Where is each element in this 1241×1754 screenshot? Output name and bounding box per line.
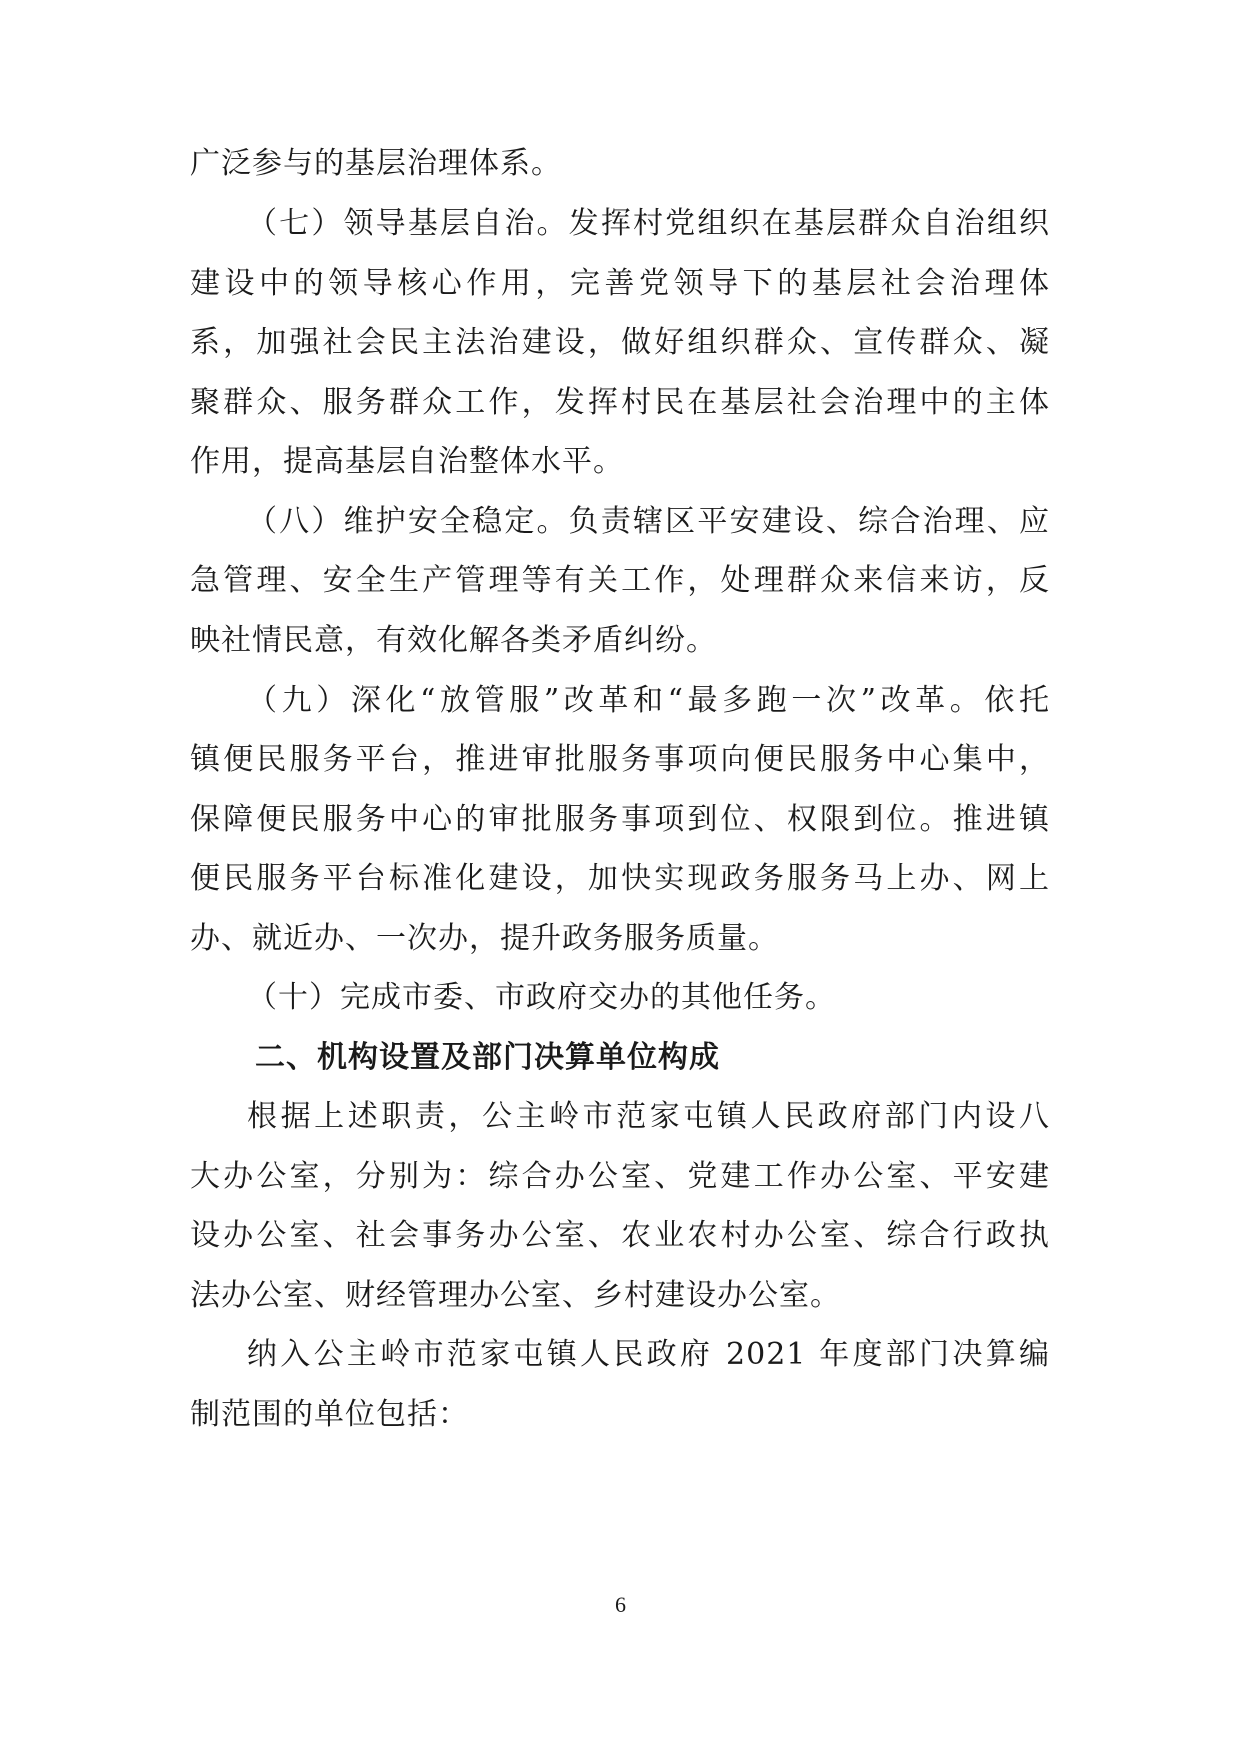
text-line: （十）完成市委、市政府交办的其他任务。	[247, 980, 836, 1015]
page-number: 6	[615, 1592, 626, 1617]
text-line: 系，加强社会民主法治建设，做好组织群众、宣传群众、凝	[190, 325, 1050, 360]
text-line: 建设中的领导核心作用，完善党领导下的基层社会治理体	[190, 266, 1050, 301]
text-line: （九）深化“放管服”改革和“最多跑一次”改革。依托	[247, 683, 1050, 718]
text-line: 映社情民意，有效化解各类矛盾纠纷。	[190, 623, 717, 658]
text-line: 法办公室、财经管理办公室、乡村建设办公室。	[190, 1278, 841, 1313]
text-line: 便民服务平台标准化建设，加快实现政务服务马上办、网上	[190, 861, 1050, 896]
text-line: 聚群众、服务群众工作，发挥村民在基层社会治理中的主体	[190, 385, 1050, 420]
text-line: （七）领导基层自治。发挥村党组织在基层群众自治组织	[247, 206, 1050, 241]
text-line: 根据上述职责，公主岭市范家屯镇人民政府部门内设八	[247, 1099, 1050, 1134]
text-line: 纳入公主岭市范家屯镇人民政府 2021 年度部门决算编	[247, 1337, 1050, 1372]
section-heading: 二、机构设置及部门决算单位构成	[255, 1040, 720, 1075]
text-line: 保障便民服务中心的审批服务事项到位、权限到位。推进镇	[190, 802, 1050, 837]
text-line: 办、就近办、一次办，提升政务服务质量。	[190, 921, 779, 956]
text-line: （八）维护安全稳定。负责辖区平安建设、综合治理、应	[247, 504, 1050, 539]
text-line: 大办公室，分别为：综合办公室、党建工作办公室、平安建	[190, 1159, 1050, 1194]
text-line: 急管理、安全生产管理等有关工作，处理群众来信来访，反	[190, 563, 1050, 598]
text-line: 广泛参与的基层治理体系。	[190, 146, 562, 181]
text-line: 设办公室、社会事务办公室、农业农村办公室、综合行政执	[190, 1218, 1050, 1253]
text-line: 作用，提高基层自治整体水平。	[190, 444, 624, 479]
text-line: 镇便民服务平台，推进审批服务事项向便民服务中心集中，	[190, 742, 1050, 777]
text-line: 制范围的单位包括：	[190, 1397, 469, 1432]
